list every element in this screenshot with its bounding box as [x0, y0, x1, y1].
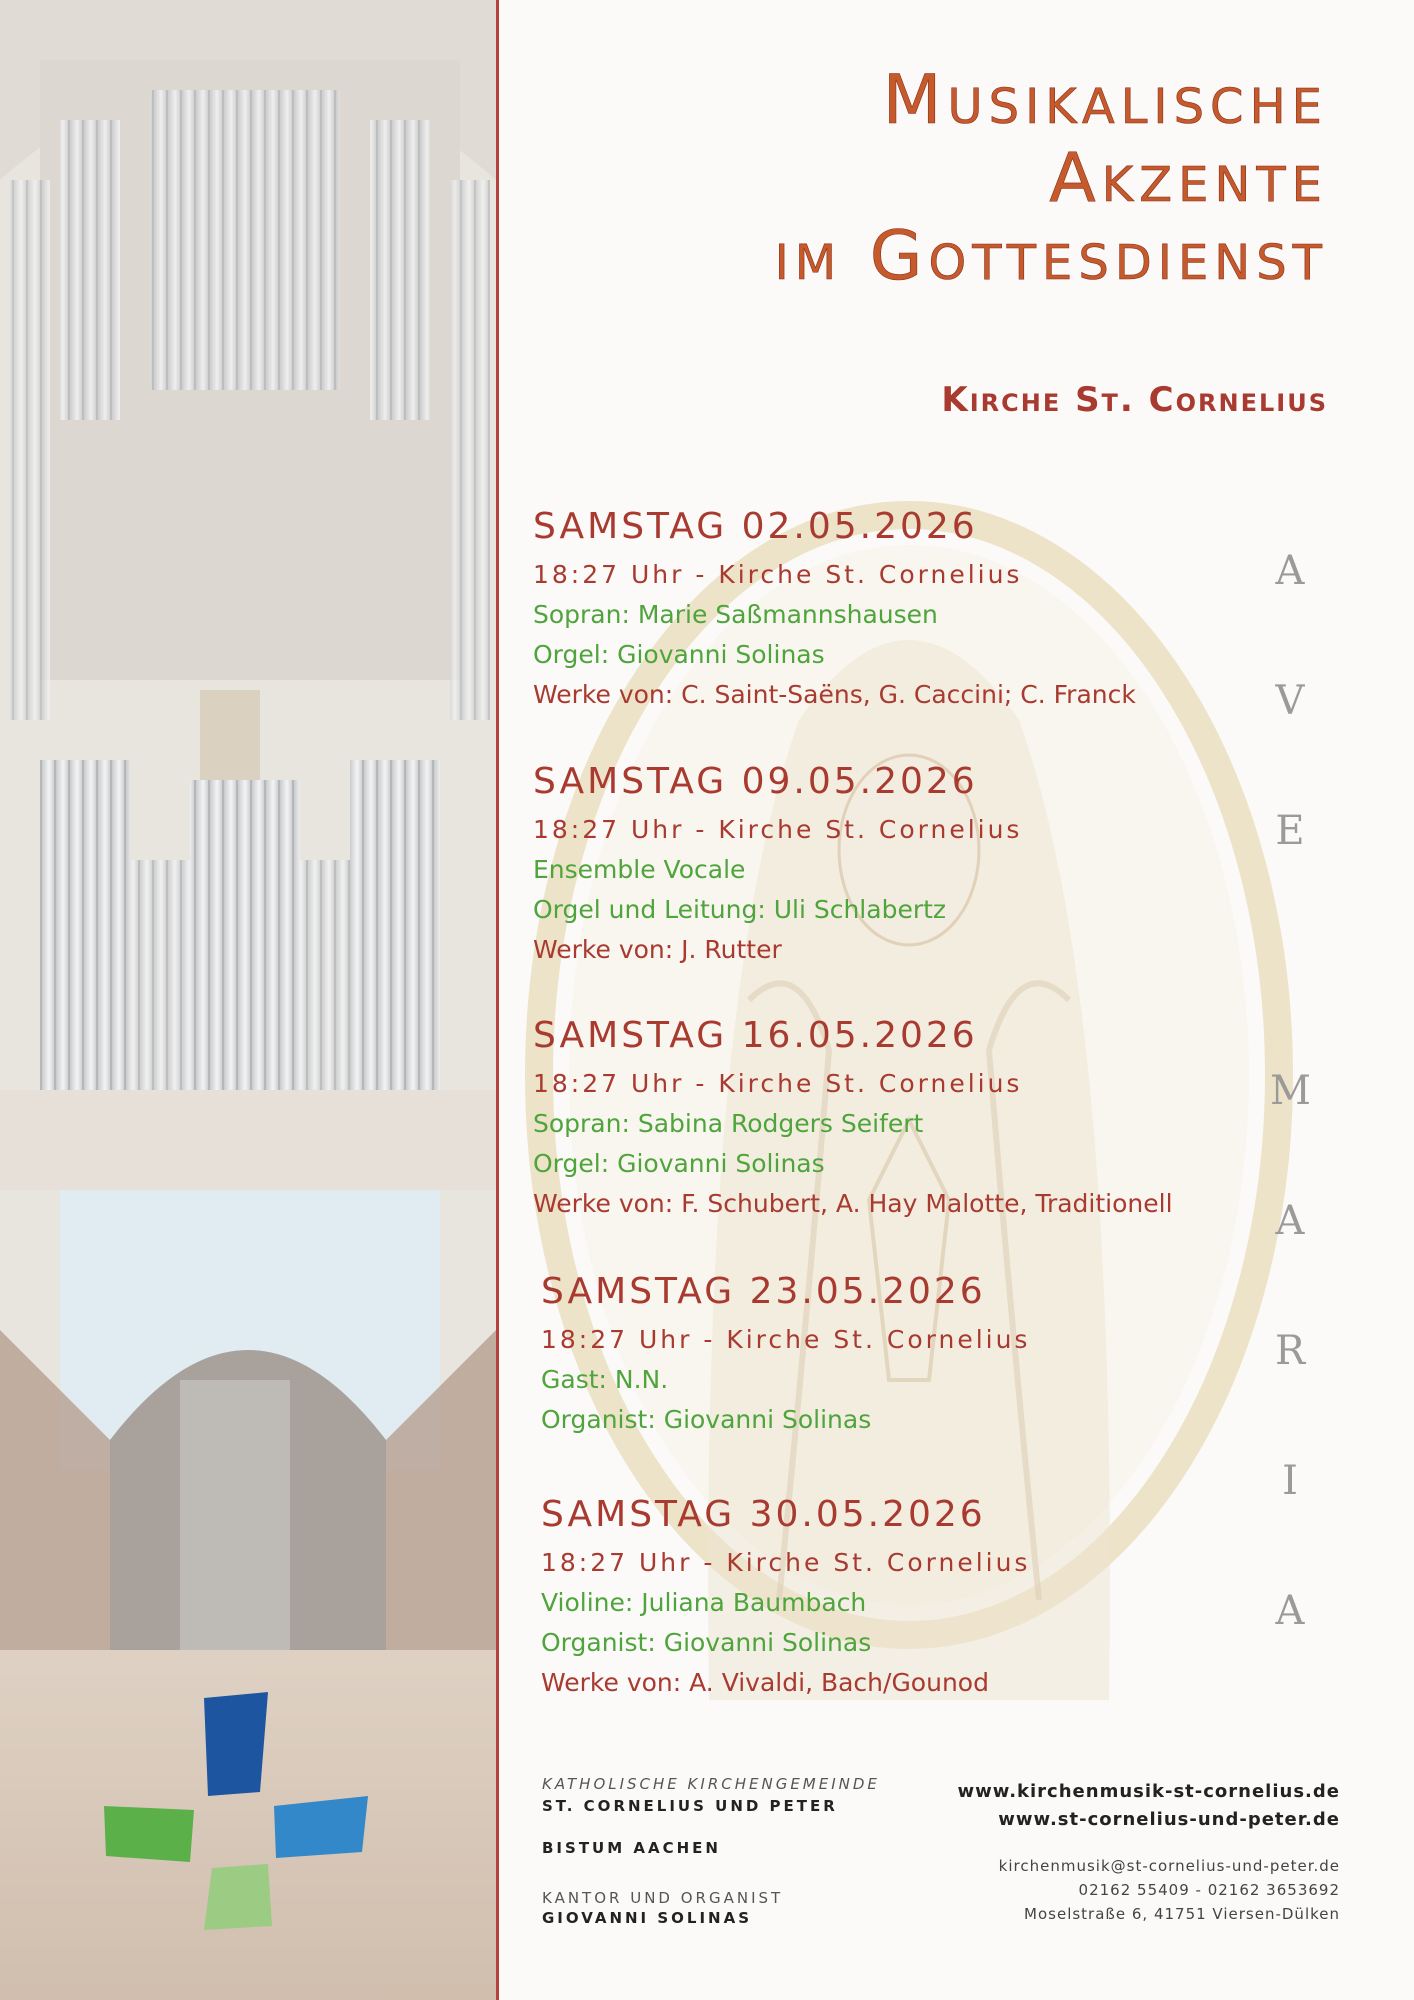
ave-letter: V — [1275, 678, 1305, 724]
ave-letter: A — [1275, 1588, 1305, 1634]
cantor-name: GIOVANNI SOLINAS — [542, 1909, 753, 1927]
church-subtitle: Kirche St. Cornelius — [941, 380, 1328, 420]
event-2 — [533, 760, 1313, 970]
page-title — [775, 62, 1328, 296]
diocese-name: BISTUM AACHEN — [542, 1839, 721, 1857]
event-time: 18:27 Uhr - Kirche St. Cornelius — [533, 815, 1023, 844]
footer-parish-info — [542, 1775, 880, 1927]
email-link[interactable]: kirchenmusik@st-cornelius-und-peter.de — [998, 1857, 1340, 1875]
event-1 — [533, 505, 1313, 715]
ave-letter: A — [1275, 1198, 1305, 1244]
ave-letter: I — [1282, 1458, 1298, 1504]
ave-letter: E — [1275, 808, 1305, 854]
ave-letter: A — [1275, 548, 1305, 594]
website-link-2[interactable]: www.st-cornelius-und-peter.de — [998, 1809, 1340, 1830]
parish-label: KATHOLISCHE KIRCHENGEMEINDE — [542, 1775, 880, 1793]
event-date: SAMSTAG 16.05.2026 — [533, 1015, 978, 1056]
event-time: 18:27 Uhr - Kirche St. Cornelius — [541, 1548, 1031, 1577]
title-line-3: im Gottesdienst — [774, 217, 1328, 296]
ave-letter: M — [1270, 1068, 1311, 1114]
cantor-label: KANTOR UND ORGANIST — [542, 1889, 784, 1907]
event-works: Werke von: A. Vivaldi, Bach/Gounod — [541, 1668, 989, 1697]
event-time: 18:27 Uhr - Kirche St. Cornelius — [541, 1325, 1031, 1354]
event-organist: Organist: Giovanni Solinas — [541, 1405, 872, 1434]
event-performer: Ensemble Vocale — [533, 855, 746, 884]
event-performer: Sopran: Marie Saßmannshausen — [533, 600, 938, 629]
event-date: SAMSTAG 02.05.2026 — [533, 506, 978, 547]
event-works: Werke von: J. Rutter — [533, 935, 782, 964]
diocese-cross-logo — [100, 1690, 370, 1930]
website-link-1[interactable]: www.kirchenmusik-st-cornelius.de — [957, 1781, 1340, 1802]
event-organist: Orgel: Giovanni Solinas — [533, 1149, 825, 1178]
event-date: SAMSTAG 30.05.2026 — [541, 1494, 986, 1535]
footer-contact — [957, 1778, 1340, 1926]
address: Moselstraße 6, 41751 Viersen-Dülken — [1024, 1905, 1340, 1923]
event-organist: Orgel: Giovanni Solinas — [533, 640, 825, 669]
event-5 — [541, 1493, 1321, 1703]
phone-numbers: 02162 55409 - 02162 3653692 — [1078, 1881, 1340, 1899]
event-time: 18:27 Uhr - Kirche St. Cornelius — [533, 560, 1023, 589]
event-organist: Organist: Giovanni Solinas — [541, 1628, 872, 1657]
event-works: Werke von: C. Saint-Saëns, G. Caccini; C. Franck — [533, 680, 1136, 709]
event-3 — [533, 1014, 1313, 1224]
event-performer: Gast: N.N. — [541, 1365, 669, 1394]
event-date: SAMSTAG 23.05.2026 — [541, 1271, 986, 1312]
event-organist: Orgel und Leitung: Uli Schlabertz — [533, 895, 947, 924]
parish-name: ST. CORNELIUS UND PETER — [542, 1797, 838, 1815]
event-performer: Sopran: Sabina Rodgers Seifert — [533, 1109, 924, 1138]
event-date: SAMSTAG 09.05.2026 — [533, 761, 978, 802]
title-line-2: Akzente — [1049, 139, 1328, 218]
ave-letter: R — [1274, 1328, 1306, 1374]
title-line-1: Musikalische — [882, 61, 1328, 140]
event-performer: Violine: Juliana Baumbach — [541, 1588, 867, 1617]
event-time: 18:27 Uhr - Kirche St. Cornelius — [533, 1069, 1023, 1098]
event-works: Werke von: F. Schubert, A. Hay Malotte, Traditionell — [533, 1189, 1173, 1218]
event-4 — [541, 1270, 1321, 1440]
